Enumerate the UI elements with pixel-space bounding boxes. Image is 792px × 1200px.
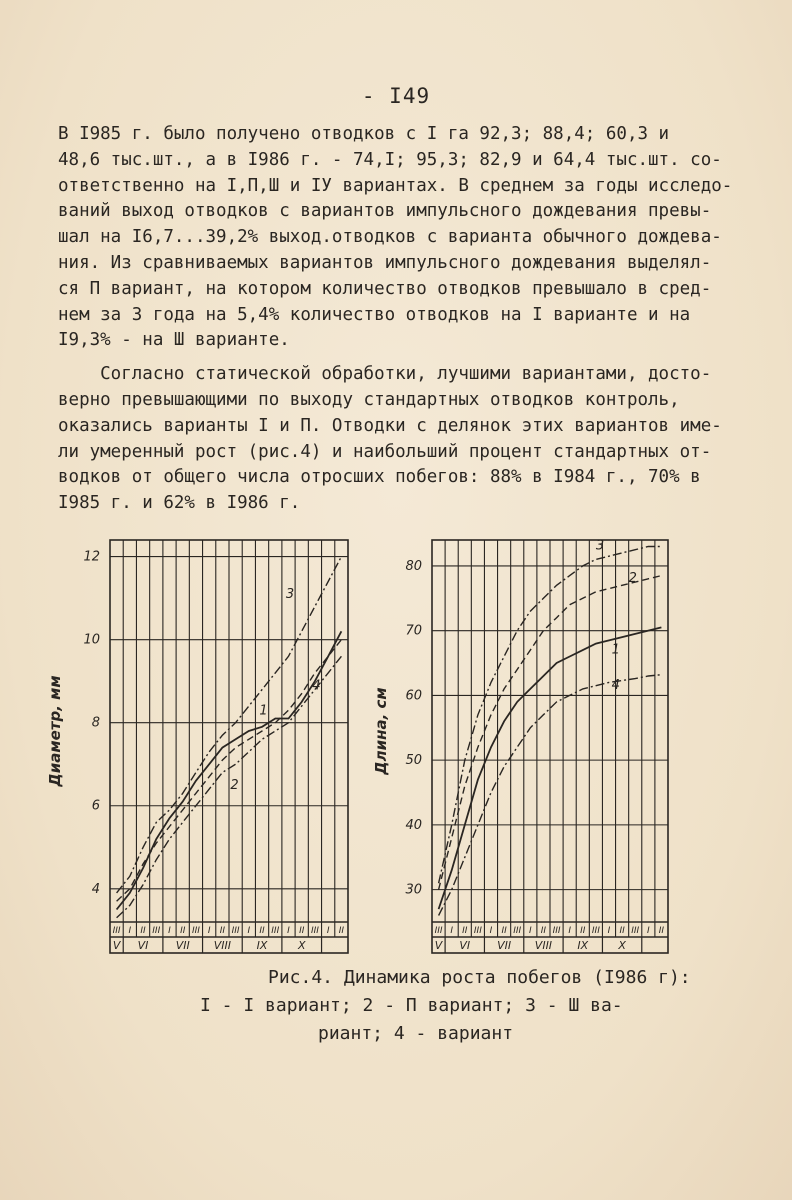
y-tick-label: 4 xyxy=(91,881,100,897)
text-line: I9,3% - на Ш варианте. xyxy=(58,330,290,351)
x-subperiod-label: II xyxy=(299,926,305,936)
x-month-label: VII xyxy=(175,939,190,952)
x-month-label: X xyxy=(297,939,306,952)
x-month-label: VIII xyxy=(213,939,232,952)
text-line: I985 г. и 62% в I986 г. xyxy=(58,493,301,514)
series-label-3: 3 xyxy=(285,587,295,603)
series-label-2: 2 xyxy=(628,571,637,587)
x-month-label: V xyxy=(434,939,443,952)
x-month-label: VII xyxy=(497,939,512,952)
x-subperiod-label: II xyxy=(462,926,468,936)
chart-1 xyxy=(46,540,348,953)
y-tick-label: 30 xyxy=(405,882,422,898)
x-subperiod-label: II xyxy=(658,926,665,936)
x-subperiod-label: I xyxy=(128,926,132,936)
x-subperiod-label: I xyxy=(568,926,571,936)
text-line: В I985 г. было получено отводков с I га 92,3; 88,4; 60,3 и xyxy=(58,124,670,144)
y-tick-label: 60 xyxy=(405,688,422,704)
text-line: шал на I6,7...39,2% выход.отводков с варианта обычного дождева- xyxy=(58,227,722,248)
text-line: Согласно статической обработки, лучшими вариантами, досто- xyxy=(58,364,712,385)
y-tick-label: 6 xyxy=(91,798,100,814)
y-axis-title: Длина, см xyxy=(372,687,390,775)
text-line: ваний выход отводков с вариантов импульсного дождевания превы- xyxy=(58,201,712,222)
x-subperiod-label: III xyxy=(591,926,600,936)
y-axis-title: Диаметр, мм xyxy=(46,675,64,787)
text-line: верно превышающими по выходу стандартных отводков контроль, xyxy=(58,389,680,410)
x-subperiod-label: II xyxy=(540,926,547,936)
x-subperiod-label: II xyxy=(180,926,186,936)
y-tick-label: 50 xyxy=(405,753,422,769)
x-subperiod-label: III xyxy=(152,926,161,936)
x-subperiod-label: I xyxy=(607,926,611,936)
x-month-label: V xyxy=(112,939,121,952)
x-subperiod-label: III xyxy=(191,926,200,936)
x-subperiod-label: II xyxy=(501,926,507,936)
text-line: ли умеренный рост (рис.4) и наибольший процент стандартных от- xyxy=(58,441,712,462)
text-line: ответственно на I,П,Ш и IУ вариантах. В среднем за годы исследо- xyxy=(58,175,733,196)
x-month-label: VI xyxy=(459,939,471,952)
x-subperiod-label: III xyxy=(513,926,522,936)
x-subperiod-label: III xyxy=(231,926,240,936)
text-line: водков от общего числа отросших побегов: 88% в I984 г., 70% в xyxy=(58,467,701,488)
x-subperiod-label: I xyxy=(287,926,290,936)
x-subperiod-label: III xyxy=(271,926,280,936)
text-line: оказались варианты I и П. Отводки с делянок этих вариантов име- xyxy=(58,415,722,436)
series-label-1: 1 xyxy=(259,703,268,719)
x-month-label: IX xyxy=(577,939,589,952)
series-label-4: 4 xyxy=(312,678,321,694)
x-subperiod-label: II xyxy=(338,926,345,936)
x-subperiod-label: II xyxy=(580,926,586,936)
x-subperiod-label: II xyxy=(259,926,265,936)
y-tick-label: 80 xyxy=(405,558,422,574)
x-subperiod-label: III xyxy=(112,926,121,936)
x-subperiod-label: I xyxy=(450,926,453,936)
page-number: - I49 xyxy=(361,84,431,108)
x-subperiod-label: I xyxy=(647,926,650,936)
y-tick-label: 10 xyxy=(83,632,100,648)
x-subperiod-label: III xyxy=(552,926,561,936)
x-subperiod-label: II xyxy=(619,926,625,936)
series-label-1: 1 xyxy=(611,642,620,658)
x-subperiod-label: I xyxy=(247,926,251,936)
x-subperiod-label: I xyxy=(207,926,211,936)
x-subperiod-label: III xyxy=(631,926,640,936)
x-month-label: VIII xyxy=(534,939,553,952)
series-label-3: 3 xyxy=(595,538,605,554)
x-subperiod-label: III xyxy=(473,926,482,936)
x-subperiod-label: III xyxy=(434,926,443,936)
text-line: ся П вариант, на котором количество отводков превышало в сред- xyxy=(58,278,712,299)
chart-2 xyxy=(372,539,668,953)
x-subperiod-label: I xyxy=(326,926,330,936)
x-subperiod-label: III xyxy=(310,926,319,936)
y-tick-label: 40 xyxy=(405,817,422,833)
series-label-2: 2 xyxy=(230,778,239,794)
text-line: 48,6 тыс.шт., а в I986 г. - 74,I; 95,3; 82,9 и 64,4 тыс.шт. со- xyxy=(58,149,722,170)
series-label-4: 4 xyxy=(611,677,620,693)
y-tick-label: 12 xyxy=(83,549,100,565)
y-tick-label: 8 xyxy=(91,715,100,731)
text-line: ния. Из сравниваемых вариантов импульсного дождевания выделял- xyxy=(58,252,712,273)
x-month-label: X xyxy=(618,939,626,952)
x-month-label: IX xyxy=(256,939,268,952)
caption-line: Рис.4. Динамика роста побегов (I986 г): xyxy=(268,967,691,988)
x-subperiod-label: I xyxy=(529,926,532,936)
y-tick-label: 70 xyxy=(405,623,422,639)
x-month-label: VI xyxy=(137,939,149,952)
x-subperiod-label: II xyxy=(140,926,146,936)
x-subperiod-label: I xyxy=(168,926,171,936)
caption-line: I - I вариант; 2 - П вариант; 3 - Ш ва- xyxy=(200,995,623,1016)
text-line: нем за 3 года на 5,4% количество отводков на I варианте и на xyxy=(58,304,691,325)
x-subperiod-label: I xyxy=(489,926,493,936)
caption-line: риант; 4 - вариант xyxy=(318,1023,514,1044)
x-subperiod-label: II xyxy=(219,926,226,936)
